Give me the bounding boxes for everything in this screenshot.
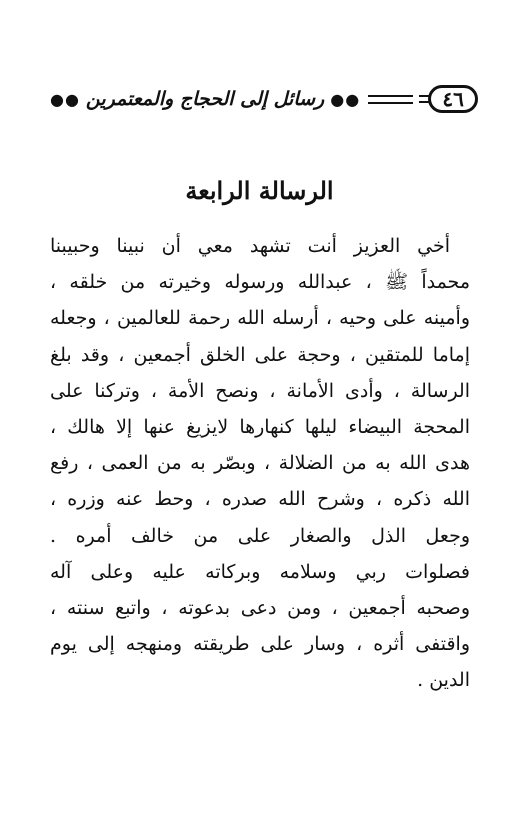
- body-line: محمداً ﷺ ، عبدالله ورسوله وخيرته من خلقه ،: [50, 271, 470, 294]
- body-line: الدين .: [417, 669, 470, 692]
- body-line: الله ذكره ، وشرح الله صدره ، وحط عنه وزره ،: [50, 488, 470, 511]
- running-title: رسائل إلى الحجاج والمعتمرين: [85, 88, 325, 110]
- header-dots-left: ●●: [50, 89, 80, 109]
- body-line: الرسالة ، وأدى الأمانة ، ونصح الأمة ، وتركنا على: [50, 379, 470, 402]
- page-header: [48, 82, 478, 116]
- body-line: أخي العزيز أنت تشهد معي أن نبينا وحبيبنا: [50, 235, 450, 257]
- body-line: وصحبه أجمعين ، ومن دعى بدعوته ، واتبع سنته ،: [50, 596, 470, 619]
- body-line: وجعل الذل والصغار على من خالف أمره .: [50, 524, 470, 547]
- section-heading: الرسالة الرابعة: [185, 176, 334, 205]
- header-rule-long: [368, 95, 413, 104]
- body-line: هدى الله به من الضلالة ، وبصّر به من العمى ، رفع: [50, 452, 470, 475]
- body-line: فصلوات ربي وسلامه وبركاته عليه وعلى آله: [50, 560, 470, 583]
- page-number: ٤٦: [428, 85, 478, 113]
- body-line: وأمينه على وحيه ، أرسله الله رحمة للعالمين ، وجعله: [50, 307, 470, 330]
- body-line: المحجة البيضاء ليلها كنهارها لايزيغ عنها إلا هالك ،: [50, 415, 470, 438]
- body-paragraph: [50, 228, 470, 698]
- body-line: واقتفى أثره ، وسار على طريقته ومنهجه إلى يوم: [50, 633, 470, 656]
- body-line: إماما للمتقين ، وحجة على الخلق أجمعين ، وقد بلغ: [50, 343, 470, 366]
- header-dots-right: ●●: [330, 89, 361, 109]
